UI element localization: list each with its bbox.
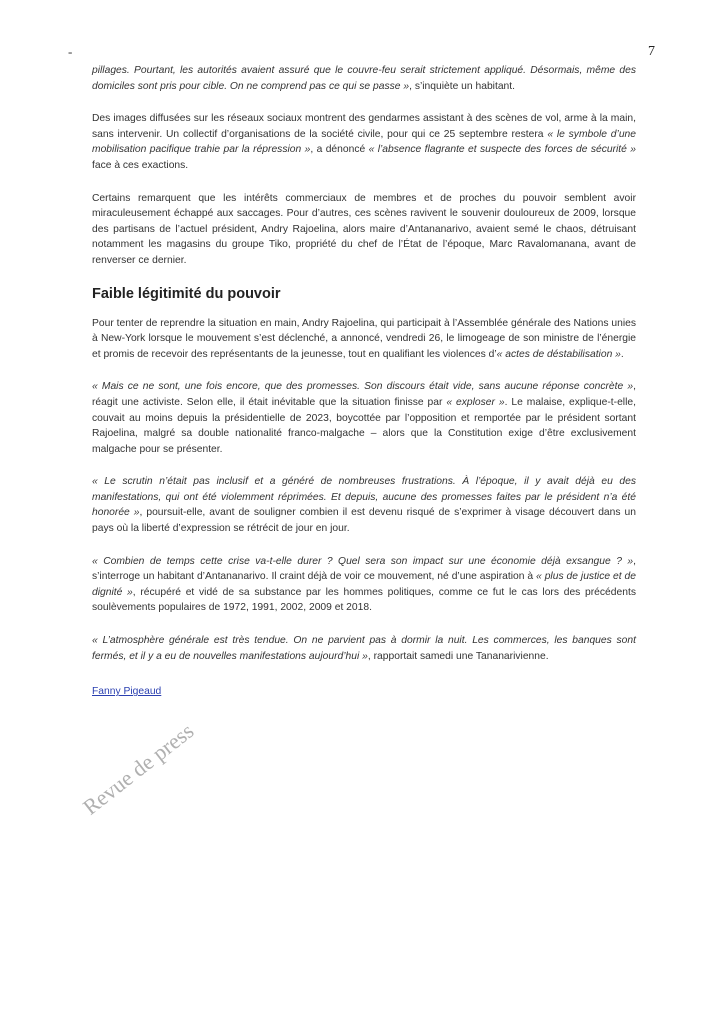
paragraph: Certains remarquent que les intérêts commerciaux de membres et de proches du pouvoir semblent avoir miraculeusement échappé aux saccages. Pour d’autres, ces scènes ravivent le souvenir douloureux de 2009, lorsque des partisans de l’actuel président, Andry Rajoelina, alors maire d’Antananarivo, avaient semé le chaos, détruisant notamment les magasins du groupe Tiko, propriété du chef de l’État de l’époque, Marc Ravalomanana, avant de renverser ce dernier. [92,192,636,266]
paragraph: « Mais ce ne sont, une fois encore, que des promesses. Son discours était vide, sans aucune réponse concrète », réagit une activiste. Selon elle, il était inévitable que la situation finisse par « exploser ». Le malaise, explique-t-elle, couvait au moins depuis la présidentielle de 2023, boycottée par l’opposition et remportée par le président sortant Rajoelina, malgré sa double nationalité franco-malgache – alors que la Constitution exige d’être exclusivement malgache pour se présenter. [92,381,636,455]
quote: « Mais ce ne sont, une fois encore, que des promesses. Son discours était vide, sans aucune réponse concrète » [92,381,634,393]
quote: pillages. Pourtant, les autorités avaient assuré que le couvre-feu serait strictement appliqué. Désormais, même des domiciles sont pris pour cible. On ne comprend pas ce qui se passe » [92,65,636,92]
paragraph: « Le scrutin n’était pas inclusif et a généré de nombreuses frustrations. À l’époque, il y avait déjà eu des manifestations, qui ont été violemment réprimées. Et depuis, aucune des promesses faites par le président n’a été honorée », poursuit-elle, avant de souligner combien il est devenu risqué de s’exprimer à visage découvert dans un pays où la liberté d’expression se rétrécit de jour en jour. [92,476,636,535]
article-body [92,63,636,699]
quote: « Combien de temps cette crise va-t-elle durer ? Quel sera son impact sur une économie déjà exsangue ? » [92,555,634,567]
paragraph: pillages. Pourtant, les autorités avaient assuré que le couvre-feu serait strictement appliqué. Désormais, même des domiciles sont pris pour cible. On ne comprend pas ce qui se passe », s’inquiète un habitant. [92,65,636,92]
quote: « exploser » [446,396,505,408]
paragraph: « L’atmosphère générale est très tendue. On ne parvient pas à dormir la nuit. Les commerces, les banques sont fermés, et il y a eu de nouvelles manifestations aujourd’hui », rapportait samedi une Tananarivienne. [92,635,636,662]
quote: « actes de déstabilisation » [496,348,621,360]
quote: « Le scrutin n’était pas inclusif et a généré de nombreuses frustrations. À l’époque, il y avait déjà eu des manifestations, qui ont été violemment réprimées. Et depuis, aucune des promesses faites par le président n’a été honorée » [92,476,636,519]
author-link[interactable]: Fanny Pigeaud [92,686,162,698]
page-number: 7 [648,44,655,59]
quote: « l’absence flagrante et suspecte des forces de sécurité » [368,144,636,156]
paragraph: Pour tenter de reprendre la situation en main, Andry Rajoelina, qui participait à l’Assemblée générale des Nations unies à New-York lorsque le mouvement s’est déclenché, a annoncé, vendredi 26, le limogeage de son ministre de l’énergie et promis de recevoir des représentants de la jeunesse, tout en qualifiant les violences d’« actes de déstabilisation ». [92,317,636,360]
quote: « le symbole d’une mobilisation pacifique trahie par la répression » [92,128,636,156]
header-dash: - [68,44,73,59]
quote: « plus de justice et de dignité » [92,571,636,598]
paragraph: Des images diffusées sur les réseaux sociaux montrent des gendarmes assistant à des scènes de vol, arme à la main, sans intervenir. Un collectif d’organisations de la société civile, pour qui ce 25 septembre restera « le symbole d’une mobilisation pacifique trahie par la répression », a dénoncé « l’absence flagrante et suspecte des forces de sécurité » face à ces exactions. [92,113,636,171]
section-heading: Faible légitimité du pouvoir [92,285,281,302]
paragraph: « Combien de temps cette crise va-t-elle durer ? Quel sera son impact sur une économie déjà exsangue ? », s’interroge un habitant d’Antananarivo. Il craint déjà de voir ce mouvement, né d’une aspiration à « plus de justice et de dignité », récupéré et vidé de sa substance par les hommes politiques, comme ce fut le cas lors des précédents soulèvements populaires de 1972, 1991, 2002, 2009 et 2018. [92,555,636,614]
watermark: Revue de press [78,718,199,820]
quote: « L’atmosphère générale est très tendue. On ne parvient pas à dormir la nuit. Les commerces, les banques sont fermés, et il y a eu de nouvelles manifestations aujourd’hui » [92,635,636,662]
